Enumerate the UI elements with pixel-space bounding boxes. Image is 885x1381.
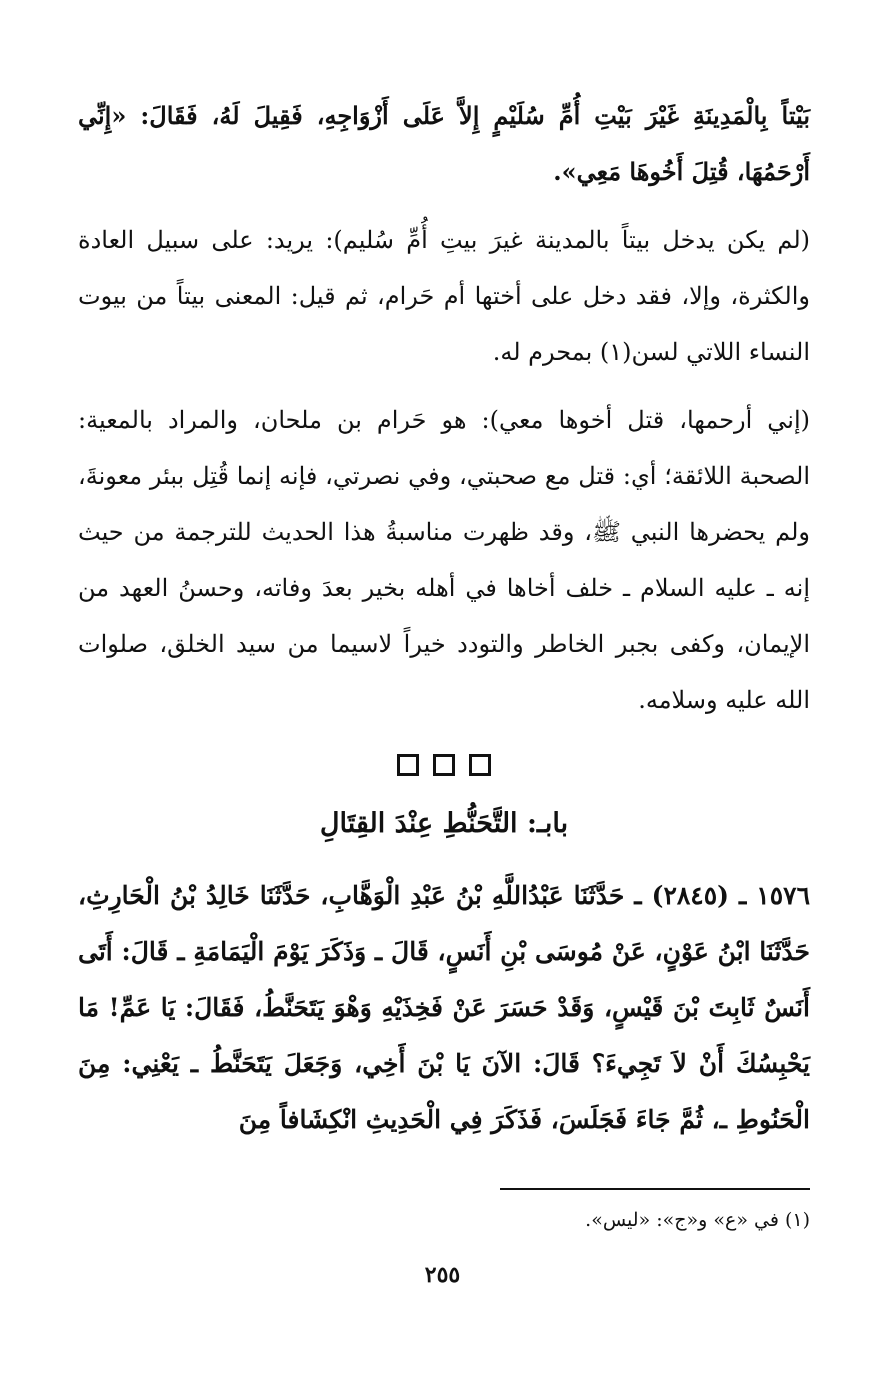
section-separator [78,754,810,782]
hadith-continuation: بَيْتاً بِالْمَدِينَةِ غَيْرَ بَيْتِ أُمِّ سُلَيْمٍ إِلاَّ عَلَى أَزْوَاجِهِ، فَقِيلَ لَهُ، فَقَالَ: «إِنِّي أَرْحَمُهَا، قُتِلَ أَخُوهَا مَعِي». [78,101,810,186]
square-ornament-icon [469,754,491,776]
commentary-paragraph-1: (لم يكن يدخل بيتاً بالمدينة غيرَ بيتِ أُمِّ سُليم): يريد: على سبيل العادة والكثرة، وإلا، فقد دخل على أختها أم حَرام، ثم قيل: المعنى بيتاً من بيوت النساء اللاتي لسن(١) بمحرم له. [78,226,811,366]
chapter-title: بابـ: التَّحَنُّطِ عِنْدَ القِتَالِ [319,808,569,839]
page-number: ٢٥٥ [424,1262,461,1288]
footnote: (١) في «ع» و«ج»: «ليس». [585,1209,810,1231]
footnote-divider [500,1188,810,1190]
hadith-text: ١٥٧٦ ـ (٢٨٤٥) ـ حَدَّثَنَا عَبْدُاللَّهِ بْنُ عَبْدِ الْوَهَّابِ، حَدَّثَنَا خَالِدُ بْنُ الْحَارِثِ، حَدَّثَنَا ابْنُ عَوْنٍ، عَنْ مُوسَى بْنِ أَنَسٍ، قَالَ ـ وَذَكَرَ يَوْمَ الْيَمَامَةِ ـ قَالَ: أَتَى أَنَسٌ ثَابِتَ بْنَ قَيْسٍ، وَقَدْ حَسَرَ عَنْ فَخِذَيْهِ وَهْوَ يَتَحَنَّطُ، فَقَالَ: يَا عَمِّ! مَا يَحْبِسُكَ أَنْ لاَ تَجِيءَ؟ قَالَ: الآنَ يَا بْنَ أَخِي، وَجَعَلَ يَتَحَنَّطُ ـ يَعْنِي: مِنَ الْحَنُوطِ ـ، ثُمَّ جَاءَ فَجَلَسَ، فَذَكَرَ فِي الْحَدِيثِ انْكِشَافاً مِنَ [78,881,811,1134]
square-ornament-icon [397,754,419,776]
page-body [78,88,810,1148]
commentary-paragraph-2: (إني أرحمها، قتل أخوها معي): هو حَرام بن ملحان، والمراد بالمعية: الصحبة اللائقة؛ أي: قتل مع صحبتي، وفي نصرتي، فإنه إنما قُتِل ببئر معونةَ، ولم يحضرها النبي ﷺ، وقد ظهرت مناسبةُ هذا الحديث للترجمة من حيث إنه ـ عليه السلام ـ خلف أخاها في أهله بخير بعدَ وفاته، وحسنُ العهد من الإيمان، وكفى بجبر الخاطر والتودد خيراً لاسيما من سيد الخلق، صلوات الله عليه وسلامه. [78,406,810,714]
square-ornament-icon [433,754,455,776]
